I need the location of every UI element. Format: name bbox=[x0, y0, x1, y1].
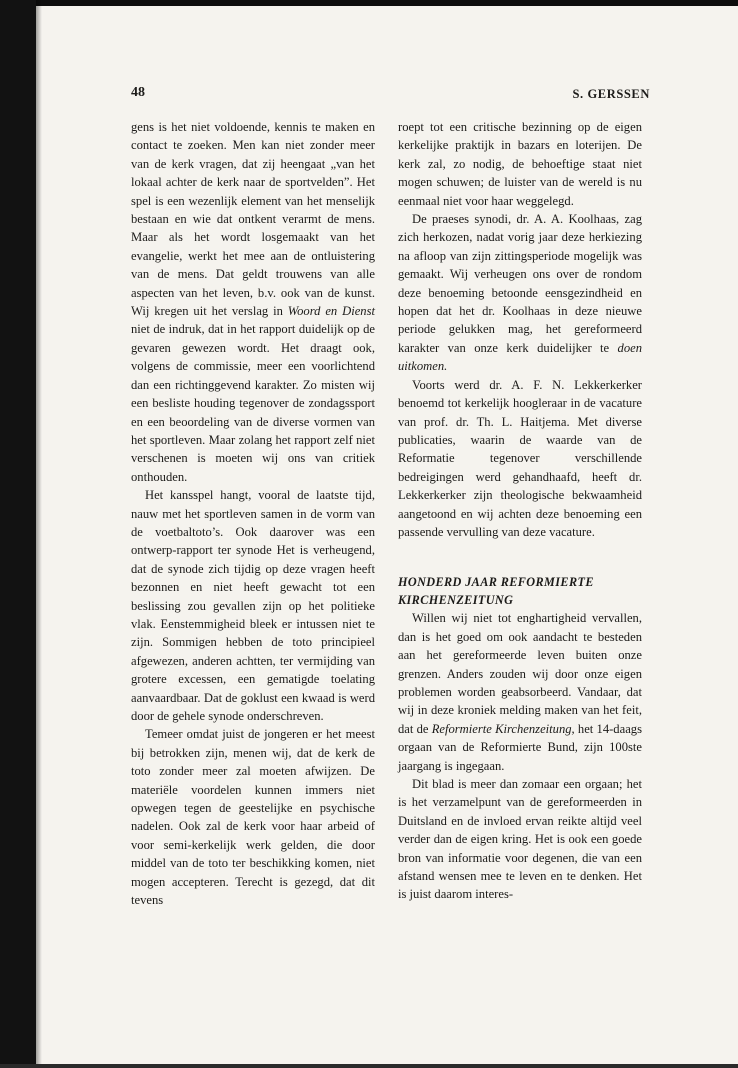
paragraph-text: gens is het niet voldoende, kennis te maken en contact te zoeken. Men kan niet zonder meer van de kerk vragen, dat zij heengaat „van het lokaal achter de kerk naar de sportvelden”. Het spel is een wezenlijk element van het menselijk bestaan en wie dat ontkent verarmt de mens. Maar als het wordt losgemaakt van het evangelie, werkt het mee aan de ontluistering van de mens. Dat geldt trouwens van alle aspecten van het leven, b.v. ook van de kunst. Wij kregen uit het verslag in bbox=[131, 120, 375, 319]
paragraph-text: De praeses synodi, dr. A. A. Koolhaas, zag zich herkozen, nadat vorig jaar deze herkiezing na afloop van zijn zittingsperiode mogelijk was gemaakt. Wij verheugen ons over de rondom deze benoeming betoonde eensgezindheid en hopen dat het dr. Koolhaas in deze nieuwe periode gelukken mag, het gereformeerd karakter van onze kerk duidelijker te bbox=[398, 212, 642, 355]
publication-title: Woord en Dienst bbox=[287, 304, 375, 319]
emphasis-text: doen uitkomen. bbox=[398, 340, 642, 374]
paragraph bbox=[398, 609, 642, 775]
scan-border-left bbox=[0, 0, 36, 1068]
paragraph bbox=[398, 210, 642, 376]
paragraph bbox=[131, 118, 375, 486]
paragraph-text: het 14-daags orgaan van de Reformierte Bund, zijn 100ste jaargang is ingegaan. bbox=[398, 721, 642, 773]
right-column bbox=[398, 118, 642, 904]
paragraph-text: Willen wij niet tot enghartigheid vervallen, dan is het goed om ook aandacht te besteden aan het gereformeerde leven buiten onze grenzen. Anders zouden wij door onze eigen problemen worden geabsorbeerd. Vandaar, dat wij in deze kroniek melding maken van het feit, dat de bbox=[398, 611, 642, 736]
paragraph: Voorts werd dr. A. F. N. Lekkerkerker benoemd tot kerkelijk hoogleraar in de vacature van prof. dr. Th. L. Haitjema. Met diverse publicaties, waarin de waarde van de Reformatie tegenover verschillende bedreigingen werd gehandhaafd, heeft dr. Lekkerkerker zijn theologische bekwaamheid aangetoond en wij achten deze benoeming een passende vervulling van deze vacature. bbox=[398, 377, 642, 539]
page-number: 48 bbox=[131, 85, 145, 100]
scan-border-top bbox=[0, 0, 738, 6]
paragraph: Het kansspel hangt, vooral de laatste tijd, nauw met het sportleven samen in de vorm van de voetbaltoto’s. Ook daarover was een ontwerp-rapport ter synode Het is verheugend, dat de synode zich tijdig op deze vragen heeft bezonnen en niet heeft gewacht tot een beslissing zou gevallen zijn op het politieke vlak. Eenstemmigheid bleek er intussen niet te zijn. Sommigen hebben de toto principieel afgewezen, anderen achtten, ter vermijding van grotere excessen, een gematigde toelating aanvaardbaar. Dat de goklust een kwaad is werd door de gehele synode onderschreven. bbox=[131, 488, 375, 723]
left-column bbox=[131, 118, 375, 909]
running-head-author: S. GERSSEN bbox=[572, 87, 650, 101]
publication-title: Reformierte Kirchenzeitung, bbox=[431, 721, 575, 736]
paragraph-text: niet de indruk, dat in het rapport duidelijk op de gevaren gewezen wordt. Het draagt ook, volgens de commissie, meer een voorlichtend dan een richtinggevend karakter. Zo misten wij een besliste houding tegenover de zondagssport en een beoordeling van de diverse vormen van het sportleven. Maar zolang het rapport zelf niet verschenen is moeten wij ons van critiek onthouden. bbox=[131, 322, 375, 484]
paragraph: Dit blad is meer dan zomaar een orgaan; het is het verzamelpunt van de gereformeerden in Duitsland en de invloed ervan reikte altijd veel verder dan de eigen kring. Het is ook een goede bron van informatie voor degenen, die van een afstand wensen mee te leven en te denken. Het is juist daarom interes- bbox=[398, 777, 642, 902]
scan-border-bottom bbox=[0, 1064, 738, 1068]
section-heading: HONDERD JAAR REFORMIERTE KIRCHENZEITUNG bbox=[398, 575, 594, 608]
paragraph: Temeer omdat juist de jongeren er het meest bij betrokken zijn, menen wij, dat de kerk de toto zonder meer zal moeten afwijzen. De materiële voordelen kunnen immers niet opwegen tegen de geestelijke en psychische nadelen. Ook zal de kerk voor haar arbeid of voor semi-kerkelijk werk gelden, die door middel van de toto ter beschikking komen, niet mogen accepteren. Terecht is gezegd, dat dit tevens bbox=[131, 727, 375, 908]
paragraph: roept tot een critische bezinning op de eigen kerkelijke praktijk in bazars en loterijen. De kerk zal, zo nodig, de behoeftige staat niet mogen schuwen; de luister van de wereld is nu eenmaal niet voor haar weggelegd. bbox=[398, 120, 642, 208]
